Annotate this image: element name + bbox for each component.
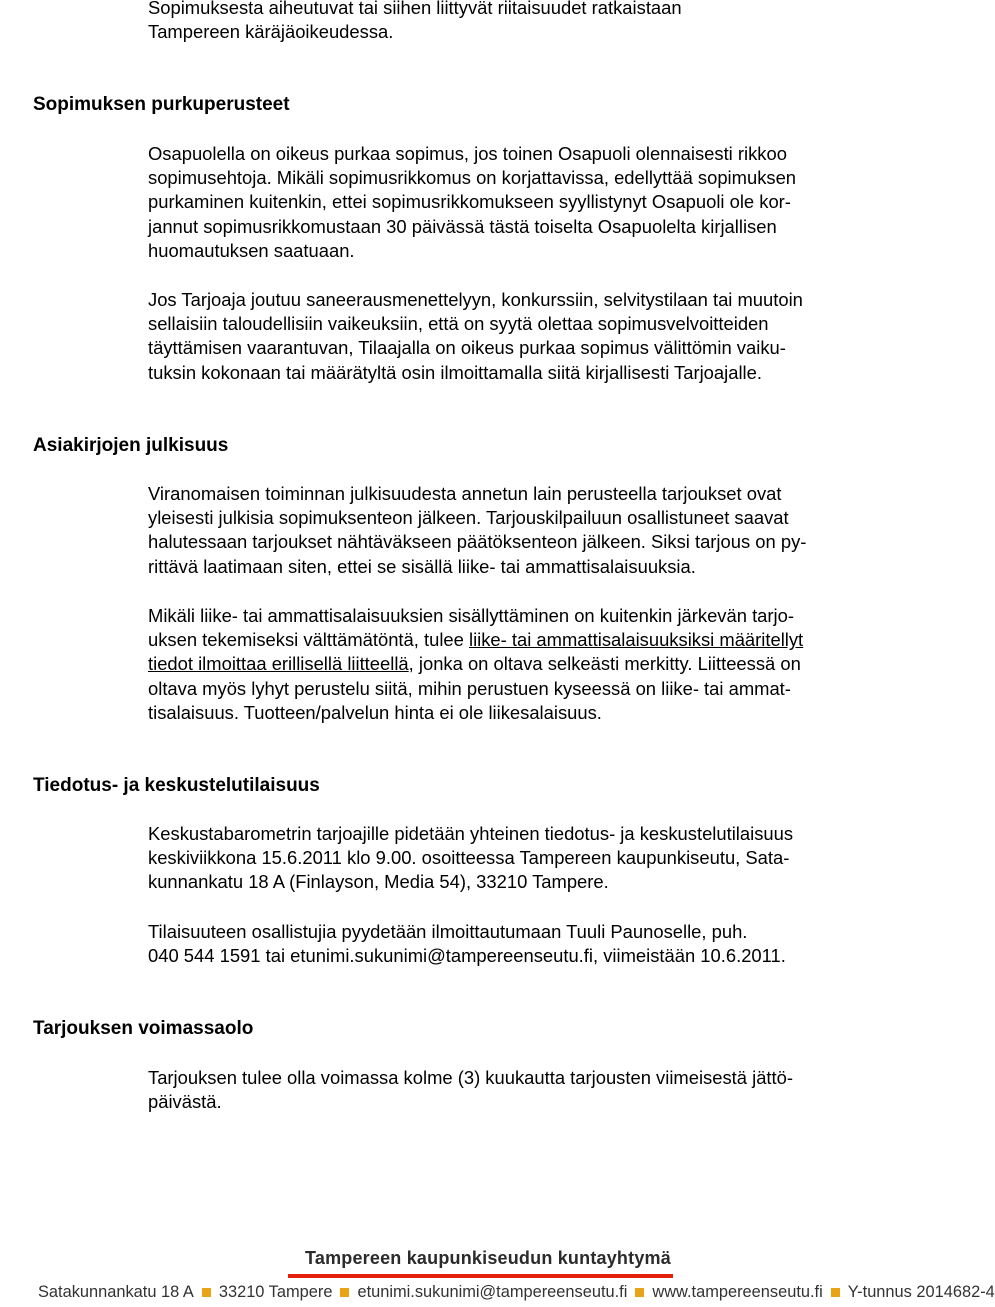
section-heading-purkuperusteet: Sopimuksen purkuperusteet [33, 94, 290, 115]
square-bullet-icon [831, 1288, 840, 1297]
text-line: keskiviikkona 15.6.2011 klo 9.00. osoitteessa Tampereen kaupunkiseutu, Sata- [148, 847, 790, 869]
text-line: täyttämisen vaarantuvan, Tilaajalla on oikeus purkaa sopimus välittömin vaiku- [148, 337, 786, 359]
section-heading-voimassaolo: Tarjouksen voimassaolo [33, 1018, 254, 1039]
text-run: uksen tekemiseksi välttämätöntä, tulee [148, 629, 469, 651]
footer-email: etunimi.sukunimi@tampereenseutu.fi [357, 1283, 628, 1301]
text-line: Tilaisuuteen osallistujia pyydetään ilmoittautumaan Tuuli Paunoselle, puh. [148, 921, 748, 942]
text-line: Mikäli liike- tai ammattisalaisuuksien sisällyttäminen on kuitenkin järkevän tarjo- [148, 605, 794, 626]
text-line: Tampereen käräjäoikeudessa. [148, 21, 394, 43]
text-line: Osapuolella on oikeus purkaa sopimus, jos toinen Osapuoli olennaisesti rikkoo [148, 143, 787, 164]
text-run: , jonka on oltava selkeästi merkitty. Liitteessä on [408, 653, 801, 675]
text-line: tuksin kokonaan tai määrätyltä osin ilmoittamalla siitä kirjallisesti Tarjoajalle. [148, 361, 762, 383]
purku-paragraph-2 [148, 288, 908, 385]
section-heading-julkisuus: Asiakirjojen julkisuus [33, 435, 229, 456]
text-line: halutessaan tarjoukset nähtäväkseen päätöksenteon jälkeen. Siksi tarjous on py- [148, 531, 807, 553]
footer-contact-line [38, 1283, 995, 1302]
text-line [148, 628, 908, 652]
footer-postal: 33210 Tampere [218, 1283, 333, 1301]
text-line: purkaminen kuitenkin, ettei sopimusrikkomukseen syyllistynyt Osapuoli ole kor- [148, 191, 791, 213]
text-line: Tarjouksen tulee olla voimassa kolme (3) kuukautta tarjousten viimeisestä jättö- [148, 1067, 793, 1088]
footer-website: www.tampereenseutu.fi [652, 1283, 823, 1301]
text-line [148, 652, 908, 676]
text-line: 040 544 1591 tai etunimi.sukunimi@tampereenseutu.fi, viimeistään 10.6.2011. [148, 945, 786, 967]
section-heading-tiedotus: Tiedotus- ja keskustelutilaisuus [33, 775, 320, 796]
footer-business-id: Y-tunnus 2014682-4 [847, 1283, 995, 1301]
text-line: oltava myös lyhyt perustelu siitä, mihin perustuen kyseessä on liike- tai ammat- [148, 677, 791, 699]
square-bullet-icon [202, 1288, 211, 1297]
text-line: kunnankatu 18 A (Finlayson, Media 54), 33210 Tampere. [148, 871, 609, 893]
text-line: Jos Tarjoaja joutuu saneerausmenettelyyn, konkurssiin, selvitystilaan tai muutoin [148, 289, 803, 310]
text-line: huomautuksen saatuaan. [148, 239, 355, 261]
underlined-text: liike- tai ammattisalaisuuksiksi määritellyt [468, 629, 804, 651]
text-line: sellaisiin taloudellisiin vaikeuksiin, että on syytä olettaa sopimusvelvoitteiden [148, 313, 769, 335]
text-line: rittävä laatimaan siten, ettei se sisällä liike- tai ammattisalaisuuksia. [148, 555, 696, 577]
text-line: Keskustabarometrin tarjoajille pidetään yhteinen tiedotus- ja keskustelutilaisuus [148, 823, 794, 844]
intro-paragraph [148, 0, 908, 44]
text-line: tisalaisuus. Tuotteen/palvelun hinta ei ole liikesalaisuus. [148, 701, 602, 723]
square-bullet-icon [635, 1288, 644, 1297]
footer-organization-name: Tampereen kaupunkiseudun kuntayhtymä [305, 1248, 671, 1268]
julkisuus-paragraph-1 [148, 482, 908, 579]
text-line: sopimusehtoja. Mikäli sopimusrikkomus on korjattavissa, edellyttää sopimuksen [148, 167, 797, 189]
text-line: Viranomaisen toiminnan julkisuudesta annetun lain perusteella tarjoukset ovat [148, 483, 782, 504]
text-line: päivästä. [148, 1091, 222, 1113]
underlined-text: tiedot ilmoittaa erillisellä liitteellä [148, 653, 409, 675]
julkisuus-paragraph-2 [148, 604, 908, 725]
tiedotus-paragraph-1 [148, 822, 908, 895]
tiedotus-paragraph-2 [148, 920, 908, 968]
purku-paragraph-1 [148, 142, 908, 263]
text-line: jannut sopimusrikkomustaan 30 päivässä tästä toiselta Osapuolelta kirjallisen [148, 215, 777, 237]
text-line: yleisesti julkisia sopimuksenteon jälkeen. Tarjouskilpailuun osallistuneet saavat [148, 507, 789, 529]
voimassaolo-paragraph [148, 1066, 908, 1114]
text-line: Sopimuksesta aiheutuvat tai siihen liittyvät riitaisuudet ratkaistaan [148, 0, 682, 18]
footer-address: Satakunnankatu 18 A [38, 1283, 194, 1301]
square-bullet-icon [340, 1288, 349, 1297]
footer-divider [288, 1274, 673, 1278]
